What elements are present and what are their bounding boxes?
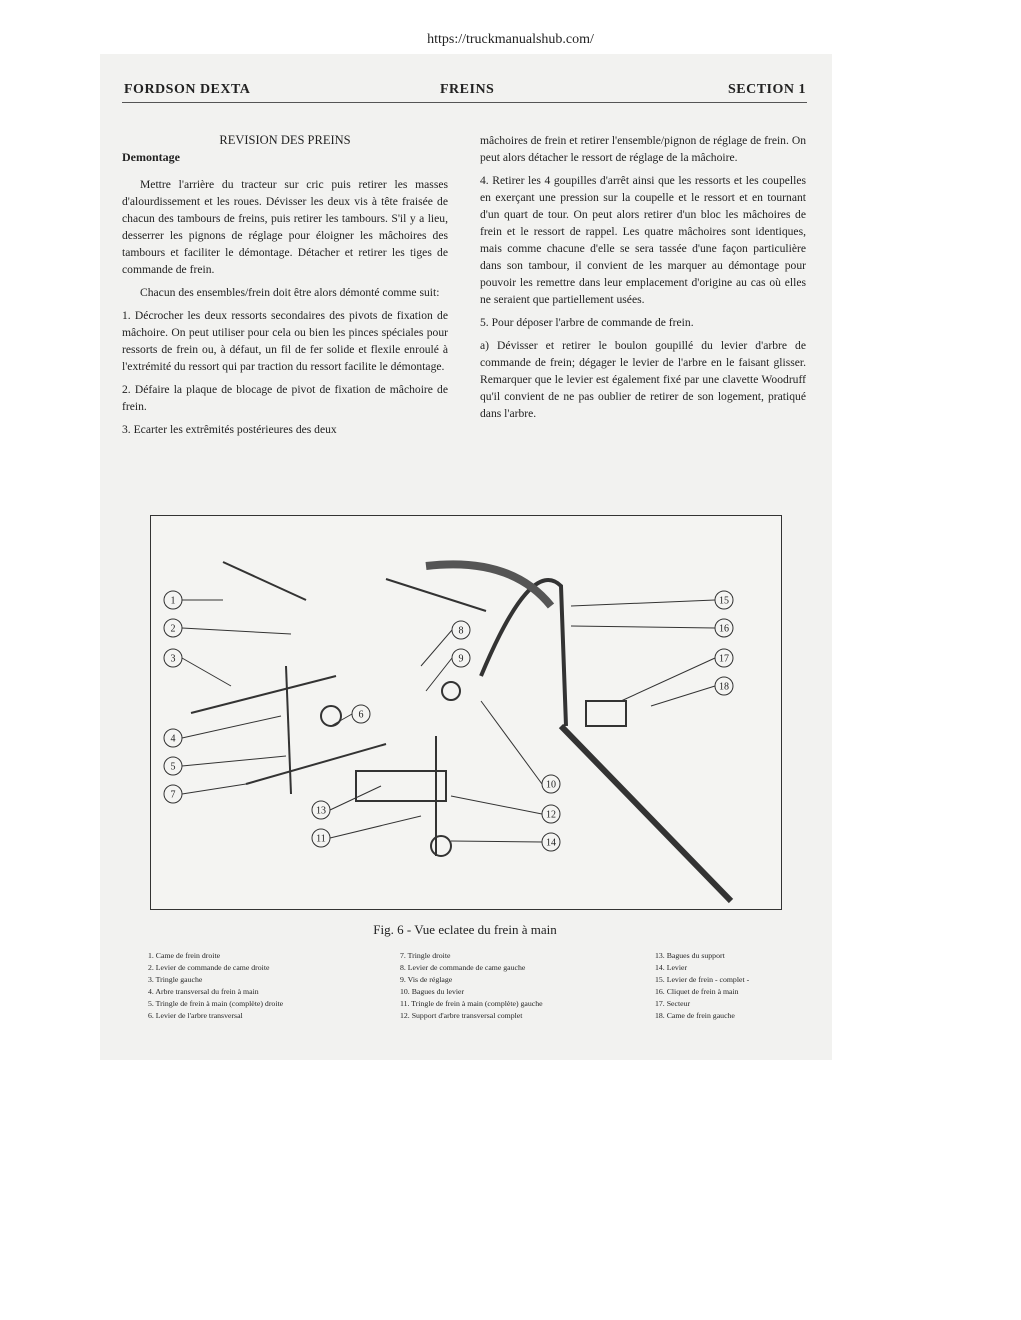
step-2: 2. Défaire la plaque de blocage de pivot de fixation de mâchoire de frein. (122, 383, 448, 413)
part-bush-10 (442, 682, 460, 700)
part-support-12 (356, 771, 446, 801)
left-column (122, 132, 448, 444)
legend-item: 6. Levier de l'arbre transversal (148, 1011, 243, 1020)
header-model: FORDSON DEXTA (124, 82, 251, 97)
legend-item: 7. Tringle droite (400, 951, 451, 960)
callout-label-16: 16 (719, 623, 729, 635)
callout-label-17: 17 (719, 653, 729, 665)
legend-item: 14. Levier (655, 963, 688, 972)
legend-item: 4. Arbre transversal du frein à main (148, 987, 259, 996)
callout-leader (182, 658, 231, 686)
paragraph: mâchoires de frein et retirer l'ensemble/pignon de réglage de frein. On peut alors détacher le ressort de réglage de la mâchoire. (480, 134, 806, 164)
legend-column-3 (655, 950, 749, 1022)
header-rule (122, 102, 807, 103)
callout-leader (182, 784, 246, 794)
legend-item: 8. Levier de commande de came gauche (400, 963, 526, 972)
figure-caption: Fig. 6 - Vue eclatee du frein à main (373, 922, 557, 937)
step-5a: a) Dévisser et retirer le boulon goupillé du levier d'arbre de commande de frein; dégager le levier de l'arbre en le faisant glisser. Remarquer que le levier est également fixé par une clavette Woodruff qu'il convient de ne pas oublier de retirer de son logement, pratiqué dans l'arbre. (480, 339, 806, 420)
part-lever-15 (481, 580, 566, 726)
legend-column-1 (148, 950, 283, 1022)
callout-label-15: 15 (719, 595, 729, 607)
callout-label-6: 6 (358, 709, 364, 721)
section-title: REVISION DES PREINS (219, 133, 351, 147)
callout-leader (421, 630, 452, 666)
part-grip (426, 564, 551, 606)
legend-item: 3. Tringle gauche (148, 975, 203, 984)
callout-leader (571, 626, 715, 628)
callout-leader (426, 658, 452, 691)
callout-leader (182, 628, 291, 634)
callout-leader (182, 756, 286, 766)
part-rod-7 (246, 744, 386, 784)
right-column (480, 132, 806, 428)
callout-label-14: 14 (546, 837, 556, 849)
part-lever-14 (431, 836, 451, 856)
part-pawl-16 (586, 701, 626, 726)
callout-label-8: 8 (458, 625, 464, 637)
part-shaft-18 (561, 726, 731, 901)
callout-leader (571, 600, 715, 606)
callout-leader (330, 816, 421, 838)
callout-leader (451, 796, 542, 814)
callout-leader (651, 686, 715, 706)
part-rod-5 (286, 666, 291, 794)
callout-leader (451, 841, 542, 842)
callout-label-5: 5 (170, 761, 176, 773)
callout-label-7: 7 (170, 789, 176, 801)
paragraph: Chacun des ensembles/frein doit être alors démonté comme suit: (140, 286, 440, 299)
legend-item: 15. Levier de frein - complet - (655, 975, 750, 984)
part-rod-1 (223, 562, 306, 600)
source-url[interactable]: https://truckmanualshub.com/ (427, 32, 594, 47)
legend-item: 17. Secteur (655, 999, 691, 1008)
legend-item: 13. Bagues du support (655, 951, 725, 960)
legend-item: 10. Bagues du levier (400, 987, 465, 996)
callout-label-18: 18 (719, 681, 729, 693)
part-lever-6 (321, 706, 341, 726)
legend-item: 12. Support d'arbre transversal complet (400, 1011, 523, 1020)
callout-label-3: 3 (170, 653, 176, 665)
callout-label-10: 10 (546, 779, 556, 791)
callout-label-1: 1 (170, 595, 176, 607)
callout-label-9: 9 (458, 653, 464, 665)
callout-leader (481, 701, 542, 784)
legend-item: 1. Came de frein droite (148, 951, 221, 960)
part-shaft-4 (191, 676, 336, 713)
callout-label-12: 12 (546, 809, 556, 821)
legend-item: 2. Levier de commande de came droite (148, 963, 270, 972)
exploded-drawing (151, 516, 781, 909)
legend-item: 18. Came de frein gauche (655, 1011, 735, 1020)
legend-item: 11. Tringle de frein à main (complète) gauche (400, 999, 543, 1008)
step-5: 5. Pour déposer l'arbre de commande de frein. (480, 316, 694, 329)
callout-leader (621, 658, 715, 701)
callout-label-11: 11 (316, 833, 326, 845)
paragraph: Mettre l'arrière du tracteur sur cric puis retirer les masses d'alourdissement et les roues. Dévisser les deux vis à tête fraisée de chacun des tambours de freins, puis retirer les tambours. S'il y a lieu, desserrer les pignons de réglage pour éloigner les mâchoires des tambours et faciliter le démontage. Détacher et retirer les tiges de commande de frein. (122, 178, 448, 276)
section-subtitle: Demontage (122, 150, 180, 164)
header-chapter: FREINS (440, 82, 495, 97)
callout-leader (182, 716, 281, 738)
part-rod-top (386, 579, 486, 611)
legend-item: 9. Vis de réglage (400, 975, 453, 984)
legend-item: 5. Tringle de frein à main (complète) droite (148, 999, 284, 1008)
legend-item: 16. Cliquet de frein à main (655, 987, 739, 996)
step-3: 3. Ecarter les extrêmités postérieures des deux (122, 423, 337, 436)
step-4: 4. Retirer les 4 goupilles d'arrêt ainsi que les ressorts et les coupelles en exerçant une pression sur la coupelle et le ressort et en tournant d'un quart de tour. On peut alors retirer d'un bloc les mâchoires de frein et le ressort de rappel. Les quatre mâchoires sont identiques, mais comme chacune d'elle se sera tassée d'une façon particulière dans son tambour, il convient de les marquer au démontage pour pouvoir les remettre dans leur emplacement d'origine au cas où elles ne seraient que partiellement usées. (480, 174, 806, 306)
legend-column-2 (400, 950, 543, 1022)
header-section: SECTION 1 (727, 82, 806, 97)
callout-label-2: 2 (170, 623, 176, 635)
exploded-view-figure (150, 515, 782, 910)
callout-label-13: 13 (316, 805, 326, 817)
step-1: 1. Décrocher les deux ressorts secondaires des pivots de fixation de mâchoire. On peut utiliser pour cela ou bien les pinces spéciales pour ressorts de frein ou, à défaut, un fil de fer solide et flexile enroulé à l'extrémité du ressort qui par traction du ressort facilite le démontage. (122, 309, 448, 373)
callout-label-4: 4 (170, 733, 176, 745)
